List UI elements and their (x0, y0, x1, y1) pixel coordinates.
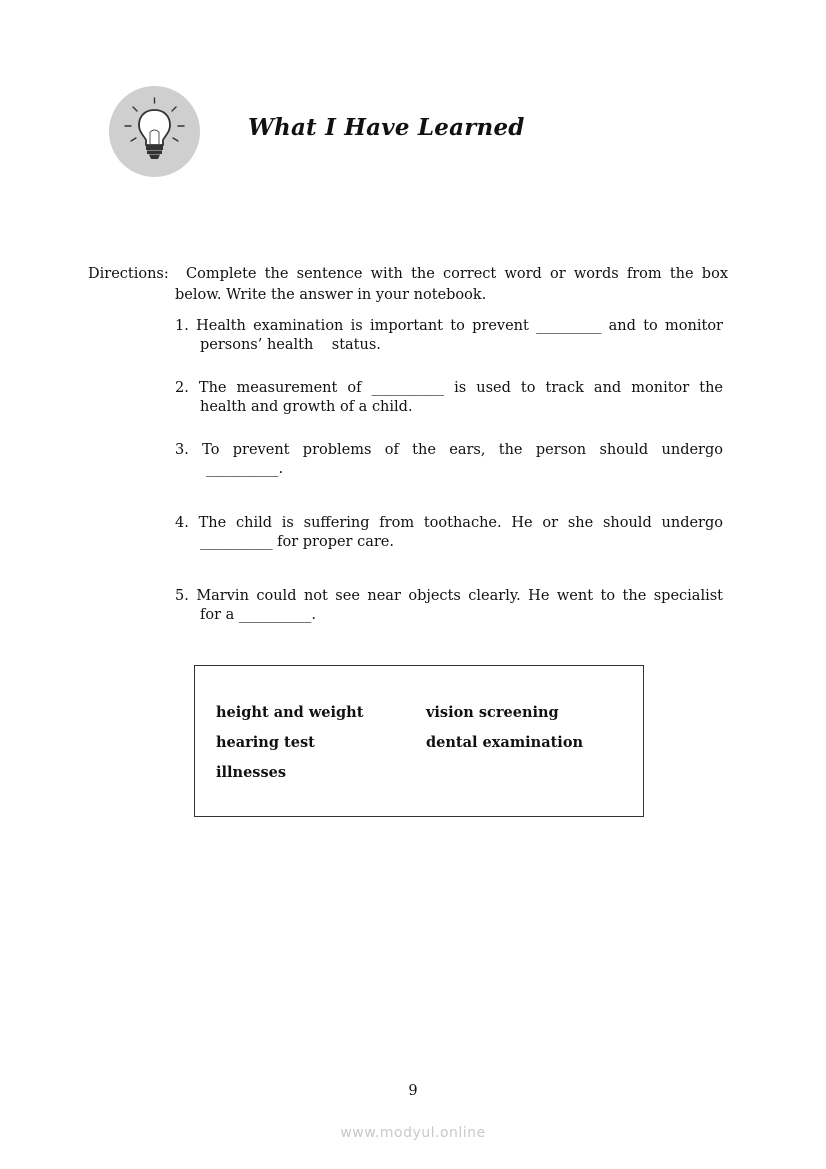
question-number: 1. (175, 318, 189, 334)
choice-item: illnesses (216, 764, 287, 781)
question-number: 5. (175, 588, 189, 604)
question-text-continued: for a __________. (200, 607, 316, 623)
question-1 (175, 317, 723, 355)
question-number: 3. (175, 442, 189, 458)
directions-text: Complete the sentence with the correct word or words from the box below. Write the answer in your notebook. (175, 266, 728, 303)
question-number: 4. (175, 515, 189, 531)
directions-label: Directions: (88, 266, 169, 282)
question-5 (175, 587, 723, 625)
question-text: Marvin could not see near objects clearly. He went to the specialist (196, 588, 723, 604)
choice-item: dental examination (426, 734, 584, 751)
question-text: The measurement of __________ is used to track and monitor the (198, 380, 723, 396)
question-text-continued: __________. (206, 461, 284, 477)
choice-item: vision screening (426, 704, 559, 721)
question-3 (175, 441, 723, 479)
question-text: Health examination is important to prevent _________ and to monitor (196, 318, 723, 334)
watermark: www.modyul.online (340, 1125, 486, 1141)
question-text: To prevent problems of the ears, the person should undergo (202, 442, 724, 458)
question-text: The child is suffering from toothache. He or she should undergo (198, 515, 723, 531)
word-choice-box (194, 665, 644, 817)
question-text-continued: health and growth of a child. (200, 399, 413, 415)
question-text-continued: persons’ health status. (200, 337, 381, 353)
question-number: 2. (175, 380, 189, 396)
lightbulb-icon (109, 86, 200, 177)
question-2 (175, 379, 723, 417)
question-4 (175, 514, 723, 552)
choice-item: hearing test (216, 734, 315, 751)
choice-item: height and weight (216, 704, 364, 721)
question-text-continued: __________ for proper care. (200, 534, 394, 550)
page-number: 9 (408, 1083, 418, 1099)
page-title: What I Have Learned (248, 114, 525, 141)
